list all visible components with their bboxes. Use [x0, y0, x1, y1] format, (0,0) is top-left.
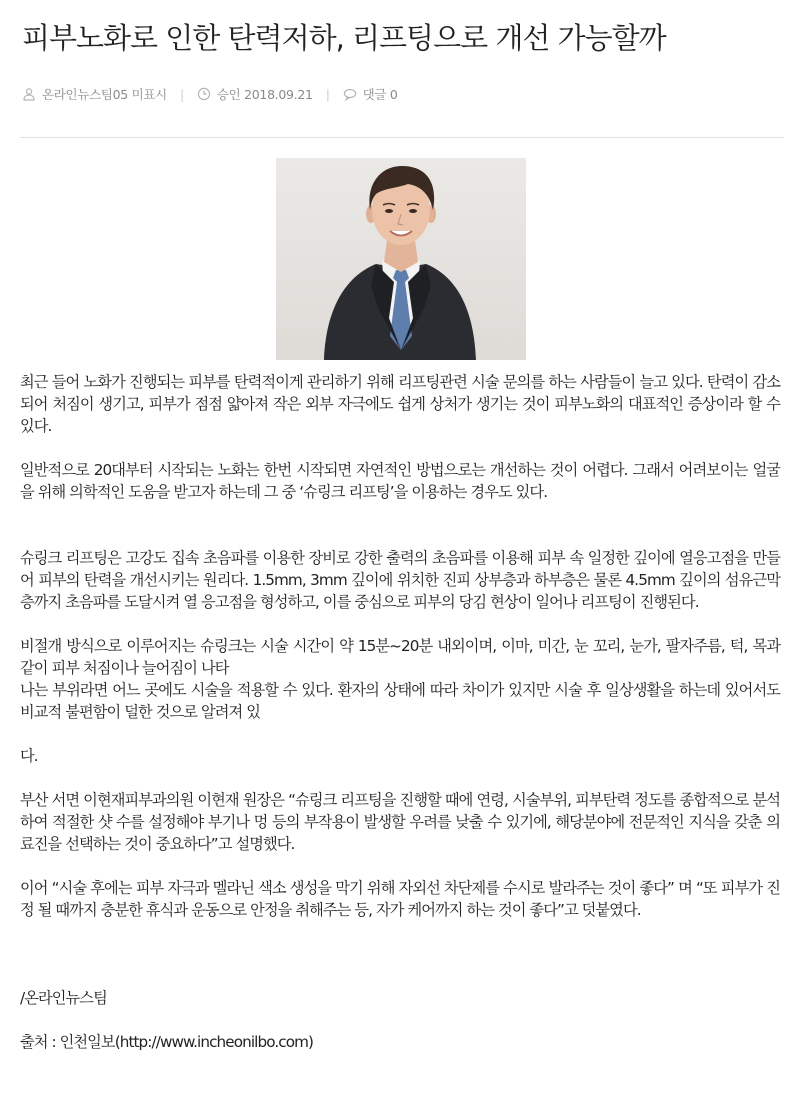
meta-author-text: 온라인뉴스팀05 미표시 — [42, 87, 167, 102]
body-paragraph: 비절개 방식으로 이루어지는 슈링크는 시술 시간이 약 15분~20분 내외이며, 이마, 미간, 눈 꼬리, 눈가, 팔자주름, 턱, 목과 같이 피부 처짐이나 늘어짐이 나타 — [20, 637, 780, 677]
byline: /온라인뉴스팀 — [20, 989, 107, 1007]
body-paragraph: 일반적으로 20대부터 시작되는 노화는 한번 시작되면 자연적인 방법으로는 개선하는 것이 어렵다. 그래서 어려보이는 얼굴을 위해 의학적인 도움을 받고자 하는데 그 중 ‘슈링크 리프팅’을 이용하는 경우도 있다. — [20, 461, 780, 501]
meta-author[interactable] — [22, 85, 167, 103]
meta-approved-text: 승인 2018.09.21 — [216, 87, 313, 102]
user-icon — [22, 87, 36, 101]
body-paragraph: 부산 서면 이현재피부과의원 이현재 원장은 “슈링크 리프팅을 진행할 때에 연령, 시술부위, 피부탄력 정도를 종합적으로 분석하여 적절한 샷 수를 설정해야 부기나 멍 등의 부작용이 발생할 우려를 낮출 수 있기에, 해당분야에 전문적인 지식을 갖춘 의료진을 선택하는 것이 중요하다”고 설명했다. — [20, 791, 780, 853]
meta-comments-text: 댓글 0 — [362, 87, 398, 102]
article-meta — [22, 84, 398, 104]
meta-approved — [197, 85, 313, 103]
body-paragraph: 최근 들어 노화가 진행되는 피부를 탄력적이게 관리하기 위해 리프팅관련 시술 문의를 하는 사람들이 늘고 있다. 탄력이 감소되어 처짐이 생기고, 피부가 점점 얇아져 작은 외부 자극에도 쉽게 상처가 생기는 것이 피부노화의 대표적인 증상이라 할 수 있다. — [20, 373, 780, 435]
comment-icon — [343, 87, 357, 101]
meta-comments[interactable] — [343, 85, 398, 103]
body-paragraph: 나는 부위라면 어느 곳에도 시술을 적용할 수 있다. 환자의 상태에 따라 차이가 있지만 시술 후 일상생활을 하는데 있어서도 비교적 불편함이 덜한 것으로 알려져 있 — [20, 681, 780, 721]
header-divider — [20, 137, 784, 138]
body-paragraph: 다. — [20, 747, 38, 765]
body-paragraph: 이어 “시술 후에는 피부 자극과 멜라닌 색소 생성을 막기 위해 자외선 차단제를 수시로 발라주는 것이 좋다” 며 “또 피부가 진정 될 때까지 충분한 휴식과 운동으로 안정을 취해주는 등, 자가 케어까지 하는 것이 좋다”고 덧붙였다. — [20, 879, 780, 919]
article-title: 피부노화로 인한 탄력저하, 리프팅으로 개선 가능할까 — [22, 21, 666, 55]
source-line: 출처 : 인천일보(http://www.incheonilbo.com) — [20, 1033, 314, 1051]
clock-icon — [197, 87, 211, 101]
meta-divider: | — [179, 86, 184, 102]
body-paragraph: 슈링크 리프팅은 고강도 집속 초음파를 이용한 장비로 강한 출력의 초음파를 이용해 피부 속 일정한 깊이에 열응고점을 만들어 피부의 탄력을 개선시키는 원리다. 1.5mm, 3mm 깊이에 위치한 진피 상부층과 하부층은 물론 4.5mm 깊이의 섬유근막층까지 초음파를 도달시켜 열 응고점을 형성하고, 이를 중심으로 피부의 당김 현상이 일어나 리프팅이 진행된다. — [20, 549, 780, 611]
doctor-photo — [276, 158, 526, 360]
article-body — [20, 371, 780, 1053]
meta-divider: | — [325, 86, 330, 102]
